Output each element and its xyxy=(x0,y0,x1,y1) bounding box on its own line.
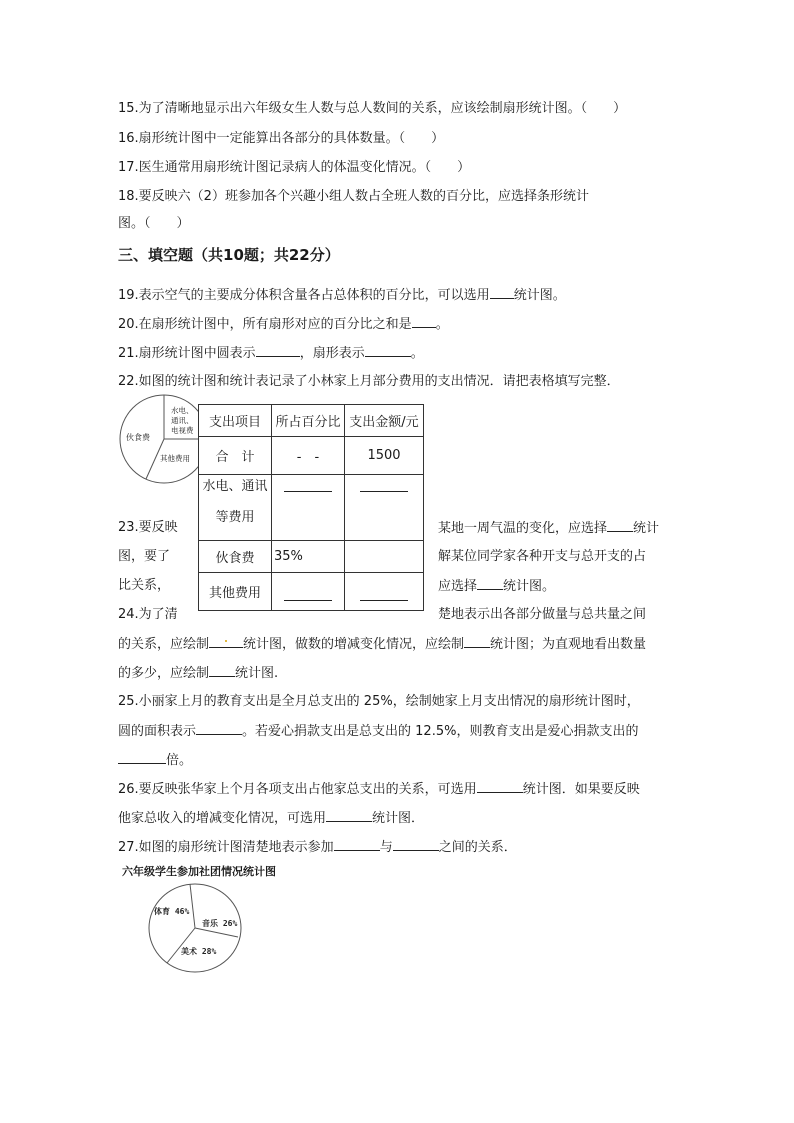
question-23-right-3 xyxy=(438,577,555,596)
table-cell-other-percent[interactable] xyxy=(272,573,345,611)
pie2-label-sports: 体育 46% xyxy=(154,907,190,916)
question-23-left-2: 图，要了 xyxy=(118,549,171,564)
club-chart-title: 六年级学生参加社团情况统计图 xyxy=(122,865,276,878)
table-cell-other-amount[interactable] xyxy=(345,573,424,611)
table-header-amount: 支出金额/元 xyxy=(345,405,424,437)
answer-blank[interactable] xyxy=(477,780,523,793)
table-cell-utilities-amount[interactable] xyxy=(345,475,424,541)
pie2-label-music: 音乐 26% xyxy=(202,919,238,928)
section-3-title: 三、填空题（共10题；共22分） xyxy=(118,246,340,264)
question-25-text-b: 。若爱心捐款支出是总支出的 12.5%，则教育支出是爱心捐款支出的 xyxy=(242,724,639,739)
table-header-item: 支出项目 xyxy=(199,405,272,437)
question-26-text-c: 他家总收入的增减变化情况，可选用 xyxy=(118,811,327,826)
answer-blank[interactable] xyxy=(118,751,166,764)
table-cell-food-percent: 35% xyxy=(272,541,345,573)
expense-pie-chart xyxy=(118,393,210,485)
question-21-text-end: 。 xyxy=(410,346,424,361)
question-19 xyxy=(118,286,566,305)
table-header-percent: 所占百分比 xyxy=(272,405,345,437)
question-19-text: 19.表示空气的主要成分体积含量各占总体积的百分比，可以选用 xyxy=(118,288,490,303)
question-23-text-b: 统计 xyxy=(633,521,660,536)
question-18-line2: 图。（ ） xyxy=(118,216,190,231)
question-21-text-mid: ，扇形表示 xyxy=(299,346,365,361)
question-23-right-1 xyxy=(438,519,659,538)
table-cell-food-label: 伙食费 xyxy=(199,541,272,573)
question-21 xyxy=(118,344,424,363)
question-15: 15.为了清晰地显示出六年级女生人数与总人数间的关系，应该绘制扇形统计图。（ ） xyxy=(118,101,627,116)
question-27-text-c: 之间的关系． xyxy=(438,840,517,855)
answer-blank[interactable] xyxy=(196,722,242,735)
pie2-label-art: 美术 28% xyxy=(181,947,217,956)
question-26-text-d: 统计图． xyxy=(372,811,425,826)
answer-blank[interactable] xyxy=(334,838,380,851)
question-23-text: 某地一周气温的变化，应选择 xyxy=(438,521,608,536)
question-23-right-2: 解某位同学家各种开支与总开支的占 xyxy=(438,549,647,564)
club-pie-chart xyxy=(146,881,244,975)
question-24-line2 xyxy=(118,635,646,654)
question-24-text-b: 统计图，做数的增减变化情况，应绘制 xyxy=(243,637,465,652)
question-27 xyxy=(118,838,517,857)
answer-blank[interactable] xyxy=(477,577,503,590)
question-27-text-b: 与 xyxy=(379,840,393,855)
pie1-label-other: 其他费用 xyxy=(160,454,190,463)
table-cell-utilities-label-line1: 水电、通讯 xyxy=(202,478,268,494)
answer-blank[interactable] xyxy=(256,344,300,357)
expense-table xyxy=(198,404,424,611)
question-23-text-d: 统计图。 xyxy=(503,579,556,594)
table-cell-food-amount[interactable] xyxy=(345,541,424,573)
question-18-line1: 18.要反映六（2）班参加各个兴趣小组人数占全班人数的百分比，应选择条形统计 xyxy=(118,189,589,204)
question-20 xyxy=(118,315,449,334)
question-24-line3 xyxy=(118,664,278,683)
question-23-left-3: 比关系， xyxy=(118,578,171,593)
question-24-text: 的关系，应绘制 xyxy=(118,637,210,652)
question-26-line2 xyxy=(118,809,424,828)
pie1-label-utilities-1: 水电、 xyxy=(171,406,194,415)
pie1-label-utilities-3: 电视费 xyxy=(171,426,194,435)
answer-blank[interactable] xyxy=(209,664,235,677)
answer-blank[interactable] xyxy=(393,838,439,851)
table-cell-other-label: 其他费用 xyxy=(199,573,272,611)
answer-blank[interactable] xyxy=(365,344,411,357)
question-27-text: 27.如图的扇形统计图清楚地表示参加 xyxy=(118,840,334,855)
question-26-text-b: 统计图．如果要反映 xyxy=(522,782,640,797)
answer-blank[interactable] xyxy=(490,286,514,299)
table-cell-utilities-percent[interactable] xyxy=(272,475,345,541)
question-17: 17.医生通常用扇形统计图记录病人的体温变化情况。（ ） xyxy=(118,160,471,175)
pie1-label-food: 伙食费 xyxy=(126,433,150,442)
question-24-text-e: 统计图. xyxy=(235,666,279,681)
question-20-text-end: 。 xyxy=(435,317,449,332)
question-25-line3 xyxy=(118,751,192,770)
question-20-text: 20.在扇形统计图中，所有扇形对应的百分比之和是 xyxy=(118,317,412,332)
table-cell-utilities-label xyxy=(199,475,272,541)
answer-blank[interactable] xyxy=(326,809,372,822)
answer-blank[interactable] xyxy=(464,635,490,648)
table-cell-utilities-label-line2: 等费用 xyxy=(215,509,255,525)
question-25-line1: 25.小丽家上月的教育支出是全月总支出的 25%，绘制她家上月支出情况的扇形统计图时， xyxy=(118,694,640,709)
table-cell-total-amount: 1500 xyxy=(345,437,424,475)
question-23-text-c: 应选择 xyxy=(438,579,478,594)
answer-blank[interactable] xyxy=(412,315,436,328)
question-25-text-c: 倍。 xyxy=(166,753,193,768)
table-cell-total-percent: - - xyxy=(272,437,345,475)
question-19-text-end: 统计图。 xyxy=(513,288,566,303)
question-25-line2 xyxy=(118,722,638,741)
decorative-dot xyxy=(225,640,227,642)
question-22: 22.如图的统计图和统计表记录了小林家上月部分费用的支出情况．请把表格填写完整． xyxy=(118,374,620,389)
question-23-left-1: 23.要反映 xyxy=(118,520,178,535)
question-21-text: 21.扇形统计图中圆表示 xyxy=(118,346,256,361)
question-24-right-1: 楚地表示出各部分做量与总共量之间 xyxy=(438,607,647,622)
question-24-text-d: 的多少，应绘制 xyxy=(118,666,210,681)
question-16: 16.扇形统计图中一定能算出各部分的具体数量。（ ） xyxy=(118,131,445,146)
table-cell-total-label: 合 计 xyxy=(199,437,272,475)
answer-blank[interactable] xyxy=(607,519,633,532)
question-25-text: 圆的面积表示 xyxy=(118,724,197,739)
pie1-label-utilities-2: 通讯、 xyxy=(171,416,194,425)
question-26-text: 26.要反映张华家上个月各项支出占他家总支出的关系，可选用 xyxy=(118,782,477,797)
question-26-line1 xyxy=(118,780,640,799)
question-24-text-c: 统计图；为直观地看出数量 xyxy=(490,637,647,652)
question-24-left-1: 24.为了清 xyxy=(118,607,178,622)
